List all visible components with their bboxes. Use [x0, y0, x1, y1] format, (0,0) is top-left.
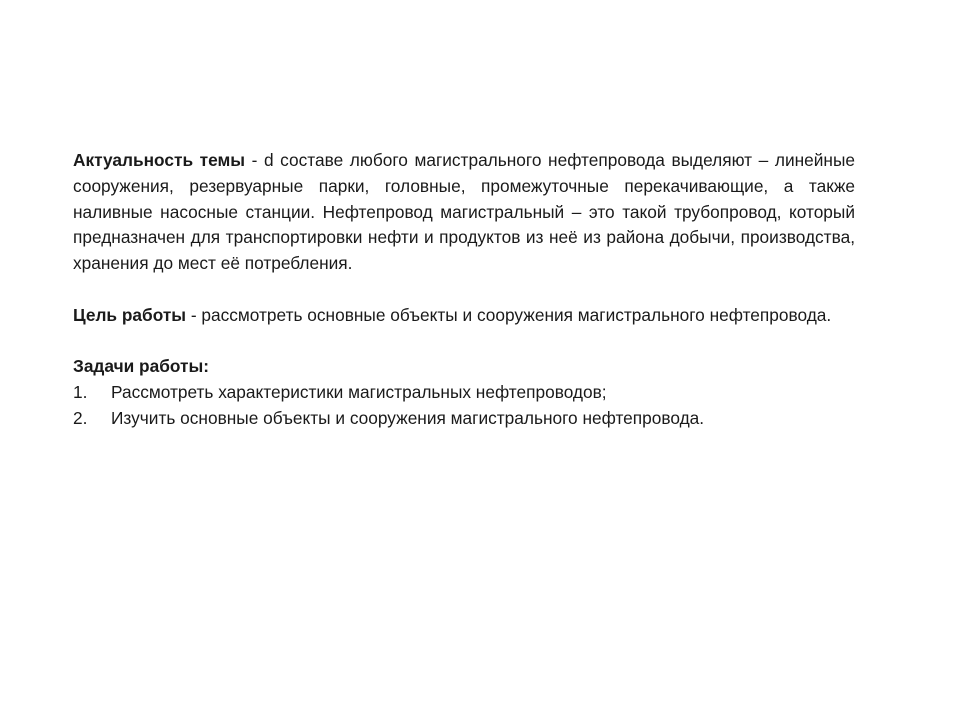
relevance-text: - d составе любого магистрального нефтепровода выделяют – линейные сооружения, резервуарные парки, головные, промежуточные перекачивающие, а также наливные насосные станции. Нефтепровод магистральный – это такой трубопровод, который предназначен для транспортировки нефти и продуктов из неё из района добычи, производства, хранения до мест её потребления. — [73, 150, 855, 274]
tasks-list — [73, 380, 855, 432]
list-item-text: Изучить основные объекты и сооружения магистрального нефтепровода. — [111, 407, 705, 428]
relevance-paragraph — [73, 148, 855, 277]
spacer — [73, 277, 855, 303]
tasks-heading: Задачи работы: — [73, 356, 209, 377]
list-item-text: Рассмотреть характеристики магистральных нефтепроводов; — [111, 382, 607, 403]
spacer — [73, 329, 855, 355]
list-item — [73, 380, 855, 406]
relevance-heading: Актуальность темы — [73, 150, 246, 170]
list-item — [73, 406, 855, 432]
list-item-number: 2. — [73, 407, 88, 428]
goal-text: - рассмотреть основные объекты и сооружения магистрального нефтепровода. — [186, 304, 832, 325]
goal-paragraph — [73, 303, 855, 329]
slide-content — [73, 148, 855, 432]
list-item-number: 1. — [73, 382, 88, 403]
goal-heading: Цель работы — [73, 304, 187, 325]
